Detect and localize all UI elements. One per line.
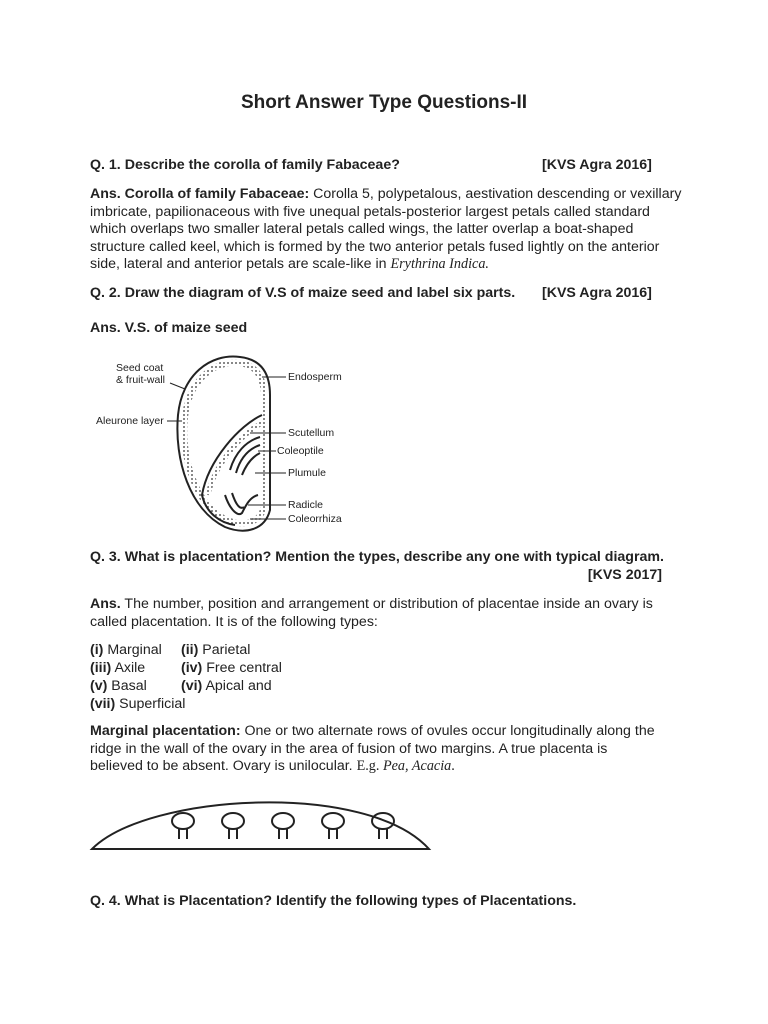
type-item: (i) Marginal: [90, 642, 162, 658]
label-seed-coat-1: Seed coat: [116, 362, 164, 374]
types-row: [90, 659, 282, 677]
answer-1: [90, 186, 685, 274]
question-3: [90, 549, 670, 567]
marginal-placentation-diagram: [88, 785, 433, 855]
answer-3: [90, 596, 655, 631]
label-coleorrhiza: Coleorrhiza: [288, 513, 342, 525]
marginal-label: Marginal placentation:: [90, 723, 241, 739]
ovary-wall: [92, 802, 429, 849]
ovule: [272, 813, 294, 839]
type-item: (vi) Apical and: [181, 678, 272, 694]
type-item: (iii) Axile: [90, 660, 146, 676]
ovule: [172, 813, 194, 839]
question-2-source: [KVS Agra 2016]: [542, 285, 652, 301]
question-1-source: [KVS Agra 2016]: [542, 157, 652, 173]
marginal-eg-italic: Pea, Acacia: [382, 758, 452, 775]
types-row: [90, 677, 272, 695]
question-2-text: Q. 2. Draw the diagram of V.S of maize seed and label six parts.: [90, 285, 516, 301]
answer-3-text: The number, position and arrangement or distribution of placentae inside an ovary is called placentation. It is of the following types:: [90, 596, 653, 630]
maize-seed-diagram: [90, 345, 360, 540]
marginal-text: One or two alternate rows of ovules occur longitudinally along the ridge in the wall of the ovary in the area of fusion of two margins. A true placenta is believed to be absent. Ovary is unilocular.: [90, 723, 655, 775]
label-scutellum: Scutellum: [288, 427, 335, 439]
label-coleoptile: Coleoptile: [277, 445, 324, 457]
answer-1-italic: Erythrina Indica.: [390, 256, 489, 273]
label-aleurone: Aleurone layer: [96, 415, 164, 427]
label-radicle: Radicle: [288, 499, 324, 511]
question-1-text: Q. 1. Describe the corolla of family Fabaceae?: [90, 157, 400, 173]
answer-1-text: Corolla 5, polypetalous, aestivation descending or vexillary imbricate, papilionaceous with five unequal petals-posterior largest petals called standard which overlaps two smaller lateral petals called wings, the latter overlap a boat-shaped structure called keel, which is formed by the two anterior petals fused lightly on the anterior side, lateral and anterior petals are scale-like in: [90, 186, 682, 273]
ovule: [322, 813, 344, 839]
radicle-shape: [225, 493, 258, 514]
answer-3-label: Ans.: [90, 596, 121, 612]
type-item: (v) Basal: [90, 678, 147, 694]
ovule: [222, 813, 244, 839]
question-3-source: [KVS 2017]: [587, 567, 662, 583]
answer-2: Ans. V.S. of maize seed: [90, 320, 248, 336]
marginal-placentation: [90, 723, 660, 776]
answer-1-label: Ans. Corolla of family Fabaceae:: [90, 186, 310, 202]
marginal-eg: E.g.: [356, 758, 383, 775]
label-plumule: Plumule: [288, 467, 326, 479]
question-1: [90, 157, 690, 175]
marginal-end: .: [451, 758, 455, 775]
label-seed-coat-2: & fruit-wall: [116, 374, 166, 386]
placentation-types: [90, 641, 282, 713]
types-row: [90, 695, 185, 713]
types-row: [90, 641, 251, 659]
ovule-row: [172, 813, 394, 839]
page-title: Short Answer Type Questions-II: [240, 92, 528, 113]
type-item: (vii) Superficial: [90, 696, 186, 712]
type-item: (ii) Parietal: [181, 642, 251, 658]
type-item: (iv) Free central: [181, 660, 282, 676]
question-4: Q. 4. What is Placentation? Identify the following types of Placentations.: [90, 893, 577, 909]
label-endosperm: Endosperm: [288, 371, 342, 383]
question-2: [90, 285, 690, 303]
question-3-text: Q. 3. What is placentation? Mention the types, describe any one with typical diagram.: [90, 549, 664, 565]
